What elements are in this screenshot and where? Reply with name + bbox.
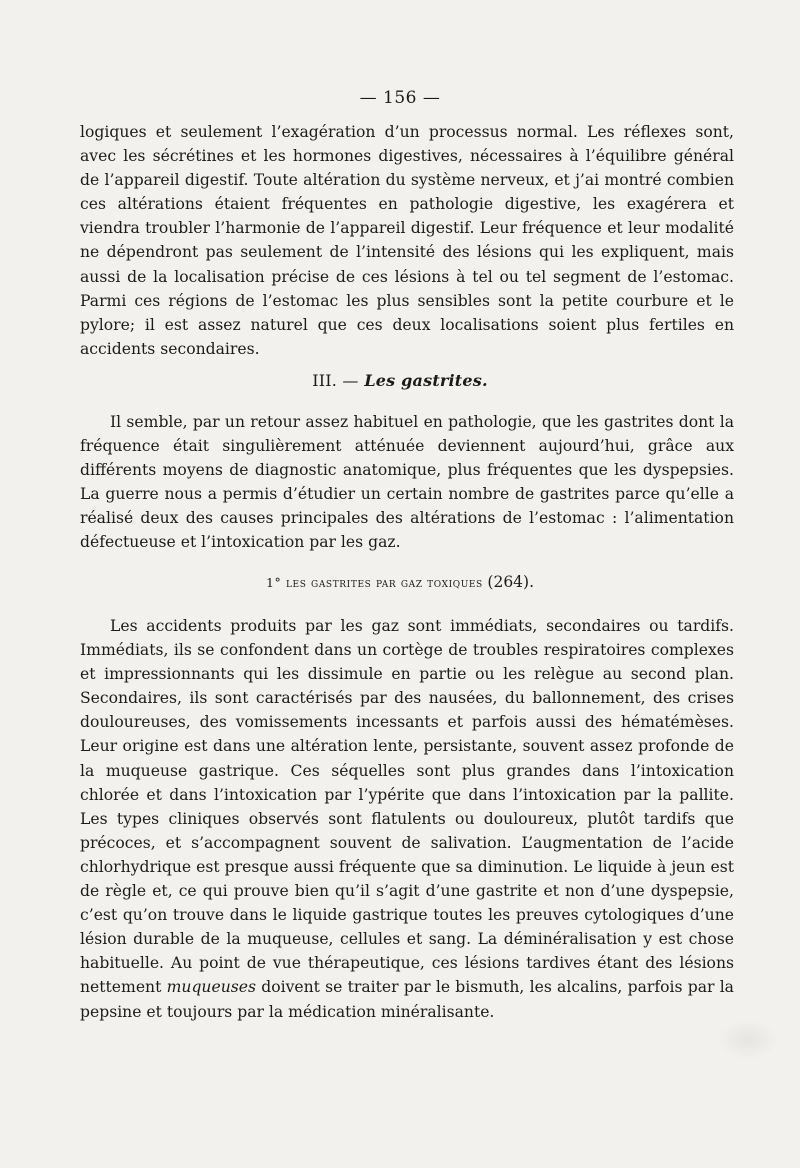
section-heading (0, 371, 800, 390)
page-number: — 156 — (359, 88, 441, 108)
paragraph-3-italic-word: muqueuses (166, 978, 256, 997)
subsection-reference: (264). (487, 573, 535, 591)
section-heading-title: Les gastrites. (364, 371, 488, 390)
paper-stain (718, 1020, 778, 1060)
subsection-heading (0, 573, 800, 591)
paragraph-2: Il semble, par un retour assez habituel en pathologie, que les gastrites dont la fréquence était singulièrement atténuée deviennent aujourd’hui, grâce aux différents moyens de diagnostic anatomique, plus fréquentes que les dyspepsies. La guerre nous a permis d’étudier un certain nombre de gastrites parce qu’elle a réalisé deux des causes principales des altérations de l’estomac : l’alimentation défectueuse et l’intoxication par les gaz. (80, 413, 734, 552)
paragraph-block-3 (80, 614, 734, 1024)
paragraph-1: logiques et seulement l’exagération d’un processus normal. Les réflexes sont, avec les sécrétines et les hormones digestives, nécessaires à l’équilibre général de l’appareil digestif. Toute altération du système nerveux, et j’ai montré combien ces altérations étaient fréquentes en pathologie digestive, les exagérera et viendra troubler l’harmonie de l’appareil digestif. Leur fréquence et leur modalité ne dépendront pas seulement de l’intensité des lésions qui les expliquent, mais aussi de la localisation précise de ces lésions à tel ou tel segment de l’estomac. Parmi ces régions de l’estomac les plus sensibles sont la petite courbure et le pylore; il est assez naturel que ces deux localisations soient plus fertiles en accidents secondaires. (80, 123, 734, 358)
paragraph-3 (80, 614, 734, 1024)
paragraph-block-2 (80, 410, 734, 555)
paragraph-block-1 (80, 120, 734, 361)
paragraph-3-part-1: Les accidents produits par les gaz sont immédiats, secondaires ou tardifs. Immédiats, ils se confondent dans un cortège de troubles respiratoires complexes et impressionnants qui les dissimule en partie ou les relègue au second plan. Secondaires, ils sont caractérisés par des nausées, du ballonnement, des crises douloureuses, des vomissements incessants et parfois aussi des hématémèses. Leur origine est dans une altération lente, persistante, souvent assez profonde de la muqueuse gastrique. Ces séquelles sont plus grandes dans l’intoxication chlorée et dans l’intoxication par l’ypérite que dans l’intoxication par la pallite. Les types cliniques observés sont flatulents ou douloureux, plutôt tardifs que précoces, et s’accompagnent souvent de salivation. L’augmentation de l’acide chlorhydrique est presque aussi fréquente que sa diminution. Le liquide à jeun est de règle et, ce qui prouve bien qu’il s’agit d’une gastrite et non d’une dyspepsie, c’est qu’on trouve dans le liquide gastrique toutes les preuves cytologiques d’une lésion durable de la muqueuse, cellules et sang. La déminéralisation y est chose habituelle. Au point de vue thérapeutique, ces lésions tardives étant des lésions nettement (80, 617, 734, 997)
section-heading-number: III. — (312, 371, 359, 390)
subsection-heading-text: 1° les gastrites par gaz toxiques (265, 575, 483, 590)
paragraph-3-part-2: doivent se traiter par le bismuth, les alcalins, parfois par la pepsine et toujours par la médication minéralisante. (80, 978, 734, 1021)
